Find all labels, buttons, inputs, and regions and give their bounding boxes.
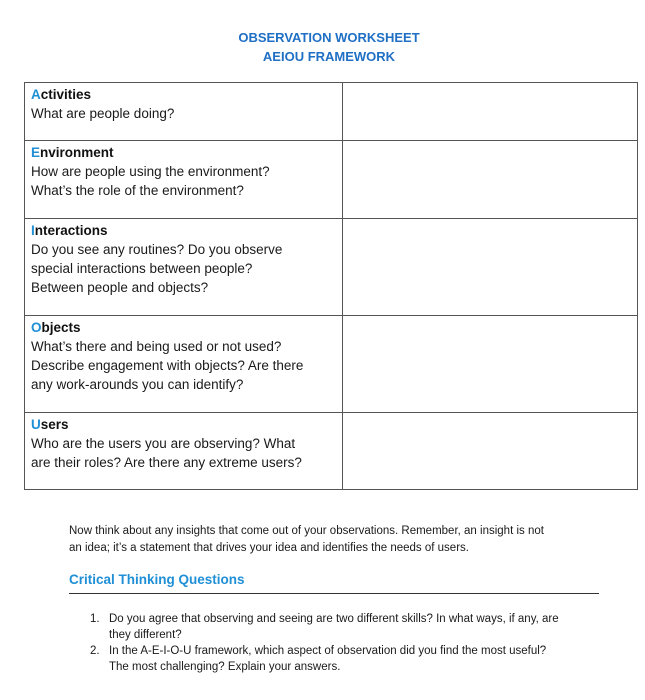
heading-divider <box>69 593 599 594</box>
prompt-text: Who are the users you are observing? What <box>31 436 296 451</box>
prompt-text: Do you see any routines? Do you observe <box>31 242 283 257</box>
answer-cell-activities[interactable] <box>343 83 638 141</box>
row-label: Objects <box>31 320 81 335</box>
prompt-text: What are people doing? <box>31 106 175 121</box>
prompt-cell-environment <box>25 141 343 219</box>
table-row-activities <box>25 83 638 141</box>
row-label: Interactions <box>31 223 108 238</box>
critical-thinking-list <box>90 611 610 675</box>
prompt-text: special interactions between people? <box>31 261 253 276</box>
prompt-cell-activities <box>25 83 343 141</box>
table-row-environment <box>25 141 638 219</box>
prompt-text: Describe engagement with objects? Are there <box>31 358 304 373</box>
prompt-text: What’s there and being used or not used? <box>31 339 282 354</box>
prompt-cell-interactions <box>25 219 343 316</box>
insight-paragraph: Now think about any insights that come out of your observations. Remember, an insight is not an idea; it’s a statement that drives your idea and identifies the needs of users. <box>69 525 544 554</box>
prompt-cell-objects <box>25 316 343 413</box>
worksheet-header <box>0 28 645 66</box>
critical-thinking-heading: Critical Thinking Questions <box>69 572 245 587</box>
answer-cell-objects[interactable] <box>343 316 638 413</box>
list-item: 1. Do you agree that observing and seeing are two different skills? In what ways, if any, are they different? <box>90 613 559 641</box>
answer-cell-environment[interactable] <box>343 141 638 219</box>
prompt-text: are their roles? Are there any extreme users? <box>31 455 302 470</box>
prompt-text: any work-arounds you can identify? <box>31 377 244 392</box>
page-subtitle: AEIOU FRAMEWORK <box>262 49 396 64</box>
table-row-users <box>25 413 638 490</box>
row-label: Environment <box>31 145 114 160</box>
list-number: 1. <box>90 613 100 625</box>
row-label: Activities <box>31 87 92 102</box>
list-number: 2. <box>90 645 100 657</box>
row-label: Users <box>31 417 69 432</box>
aeiou-table <box>24 82 638 490</box>
list-item: 2. In the A-E-I-O-U framework, which aspect of observation did you find the most useful? The most challenging? Explain your answers. <box>90 645 547 673</box>
answer-cell-interactions[interactable] <box>343 219 638 316</box>
prompt-cell-users <box>25 413 343 490</box>
prompt-text: Between people and objects? <box>31 280 209 295</box>
prompt-text: What’s the role of the environment? <box>31 183 244 198</box>
prompt-text: How are people using the environment? <box>31 164 270 179</box>
table-row-objects <box>25 316 638 413</box>
page-title: OBSERVATION WORKSHEET <box>238 30 420 45</box>
table-row-interactions <box>25 219 638 316</box>
answer-cell-users[interactable] <box>343 413 638 490</box>
